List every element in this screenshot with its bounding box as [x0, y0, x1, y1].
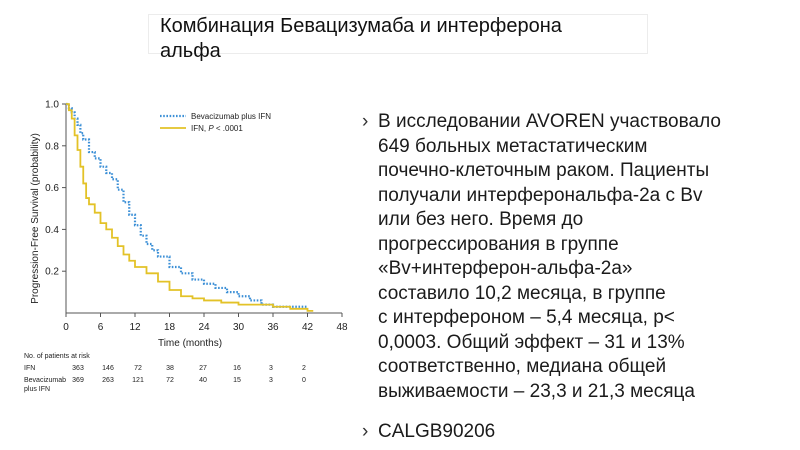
- at-risk-value: 40: [199, 377, 207, 384]
- y-tick-label: 1.0: [45, 99, 59, 111]
- x-tick-label: 36: [267, 322, 279, 333]
- x-tick-label: 30: [232, 322, 245, 333]
- at-risk-row-label: IFN: [24, 365, 36, 372]
- legend-label-ifn: IFN, P < .0001: [191, 124, 243, 133]
- bullet-list: [362, 110, 800, 445]
- x-tick-label: 42: [301, 322, 314, 333]
- at-risk-value: 3: [269, 377, 273, 384]
- x-tick-label: 6: [97, 322, 104, 333]
- bullet-marker: ›: [362, 111, 369, 132]
- at-risk-value: 369: [72, 377, 84, 384]
- y-tick-label: 0.2: [45, 266, 59, 278]
- bullet-marker: ›: [362, 421, 369, 442]
- bullet-text: В исследовании AVOREN участвовало 649 больных метастатическим почечно-клеточным раком. Пациенты получали интерферонaльфа-2a с Bv или без него. Время до прогрессирования в группе «Bv+интерферон-альфа-2a» составило 10,2 месяца, в группе с интерфероном – 5,4 месяца, p< 0,0003. Общий эффект – 31 и 13% соответственно, медиана общей выживаемости – 23,3 и 21,3 месяца: [378, 111, 721, 402]
- chart-svg: [22, 88, 360, 404]
- series-line-bevacizumab-ifn: [66, 104, 308, 307]
- at-risk-value: 263: [102, 377, 114, 384]
- at-risk-value: 0: [302, 377, 306, 384]
- at-risk-value: 146: [102, 365, 114, 372]
- legend-label-bevacizumab: Bevacizumab plus IFN: [191, 112, 272, 121]
- at-risk-value: 121: [132, 377, 144, 384]
- at-risk-value: 3: [269, 365, 273, 372]
- x-tick-label: 18: [163, 322, 176, 333]
- at-risk-row-label: Bevacizumab: [24, 377, 67, 384]
- y-tick-label: 0.6: [45, 183, 59, 195]
- at-risk-value: 16: [233, 365, 241, 372]
- x-tick-label: 24: [198, 322, 210, 333]
- at-risk-value: 27: [199, 365, 207, 372]
- y-axis-label: Progression-Free Survival (probability): [30, 133, 41, 304]
- x-tick-label: 48: [336, 322, 348, 333]
- at-risk-value: 363: [72, 365, 84, 372]
- y-tick-label: 0.4: [45, 224, 59, 236]
- bullet-item-calgb: [362, 420, 800, 445]
- at-risk-value: 2: [302, 365, 306, 372]
- slide-title: Комбинация Бевацизумаба и интерферона альфа: [160, 15, 562, 62]
- at-risk-header: No. of patients at risk: [24, 353, 90, 360]
- x-axis-label: Time (months): [157, 338, 223, 349]
- pfs-chart: [22, 88, 360, 404]
- at-risk-value: 72: [166, 377, 174, 384]
- bullet-item-avoren: [362, 110, 800, 404]
- x-tick-label: 12: [129, 322, 141, 333]
- series-line-ifn: [66, 104, 313, 311]
- y-tick-label: 0.8: [45, 141, 59, 153]
- at-risk-value: 15: [233, 377, 241, 384]
- x-tick-label: 0: [63, 322, 69, 333]
- bullet-text: CALGB90206: [378, 421, 496, 442]
- at-risk-value: 38: [166, 365, 174, 372]
- at-risk-row-label: plus IFN: [24, 386, 51, 393]
- at-risk-value: 72: [134, 365, 142, 372]
